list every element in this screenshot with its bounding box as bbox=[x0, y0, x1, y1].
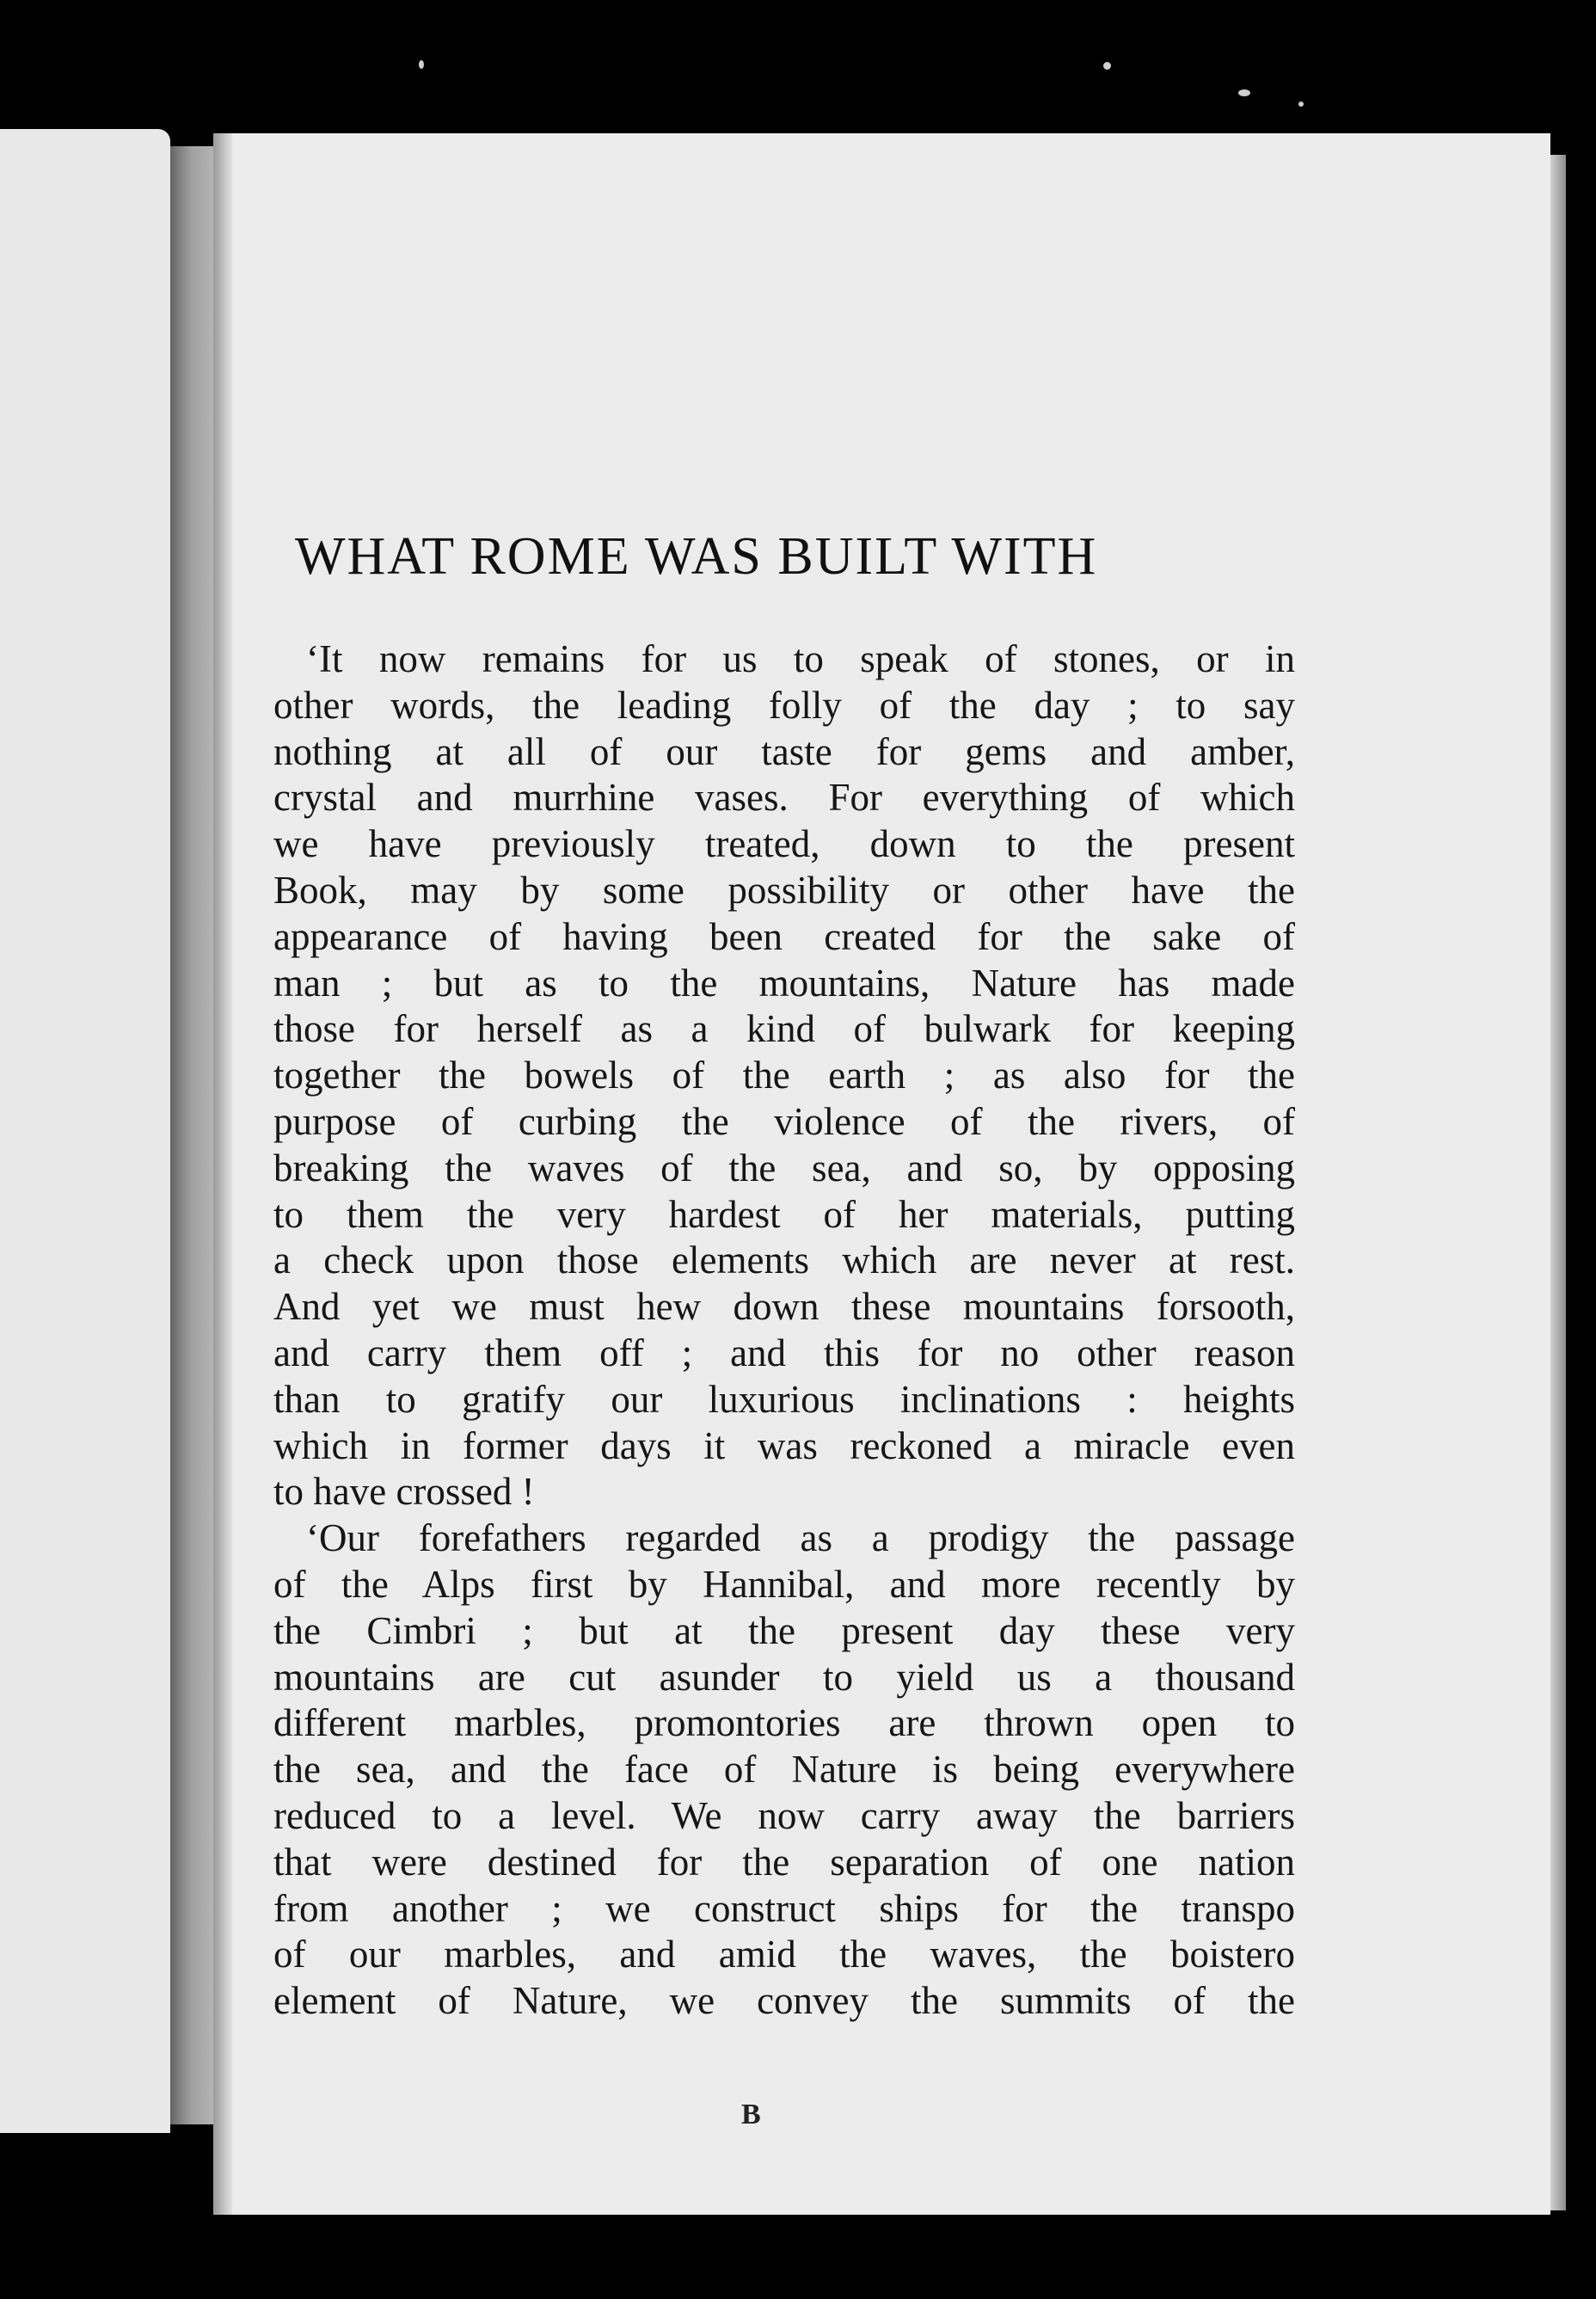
text-line: nothing at all of our taste for gems and amber, bbox=[273, 729, 1295, 773]
text-line: the Cimbri ; but at the present day these very bbox=[273, 1608, 1295, 1652]
text-line: to have crossed ! bbox=[273, 1470, 535, 1514]
text-line: crystal and murrhine vases. For everything of which bbox=[273, 776, 1295, 820]
text-line: breaking the waves of the sea, and so, by opposing bbox=[273, 1146, 1295, 1189]
text-line: to them the very hardest of her materials, putting bbox=[273, 1192, 1295, 1236]
dust-speck bbox=[1298, 101, 1304, 107]
text-line: than to gratify our luxurious inclinations : heights bbox=[273, 1377, 1295, 1421]
text-line: of our marbles, and amid the waves, the boistero bbox=[273, 1933, 1295, 1976]
paragraph-2 bbox=[273, 1515, 1295, 2025]
text-line: mountains are cut asunder to yield us a thousand bbox=[273, 1655, 1295, 1699]
text-line: reduced to a level. We now carry away the barriers bbox=[273, 1793, 1295, 1837]
signature-mark: B bbox=[741, 2099, 761, 2130]
text-line: those for herself as a kind of bulwark for keeping bbox=[273, 1007, 1295, 1051]
text-line: together the bowels of the earth ; as also for the bbox=[273, 1054, 1295, 1097]
text-line: from another ; we construct ships for the transpo bbox=[273, 1886, 1295, 1930]
text-line: the sea, and the face of Nature is being everywhere bbox=[273, 1748, 1295, 1792]
chapter-title: WHAT ROME WAS BUILT WITH bbox=[295, 527, 1098, 586]
text-line: different marbles, promontories are thrown open to bbox=[273, 1701, 1295, 1745]
text-line: of the Alps first by Hannibal, and more recently by bbox=[273, 1562, 1295, 1606]
left-page-edge bbox=[0, 129, 170, 2133]
dust-speck bbox=[1103, 62, 1111, 70]
dust-speck bbox=[1238, 89, 1250, 96]
text-line: that were destined for the separation of one nation bbox=[273, 1840, 1295, 1884]
text-line: and carry them off ; and this for no other reason bbox=[273, 1331, 1295, 1374]
text-line: Book, may by some possibility or other have the bbox=[273, 868, 1295, 912]
right-page-edge bbox=[1550, 155, 1566, 2210]
text-line: element of Nature, we convey the summits of the bbox=[273, 1979, 1295, 2023]
text-line: purpose of curbing the violence of the rivers, of bbox=[273, 1099, 1295, 1143]
text-line: And yet we must hew down these mountains forsooth, bbox=[273, 1285, 1295, 1329]
text-line: ‘Our forefathers regarded as a prodigy the passage bbox=[306, 1516, 1295, 1560]
text-line: appearance of having been created for the sake of bbox=[273, 914, 1295, 958]
text-line: man ; but as to the mountains, Nature has made bbox=[273, 961, 1295, 1005]
text-line: a check upon those elements which are never at rest. bbox=[273, 1239, 1295, 1282]
text-line: we have previously treated, down to the present bbox=[273, 822, 1295, 866]
text-line: other words, the leading folly of the day ; to say bbox=[273, 683, 1295, 727]
page-gutter-shadow bbox=[213, 133, 232, 2215]
dust-speck bbox=[419, 60, 424, 69]
paragraph-1 bbox=[273, 636, 1295, 1515]
text-line: which in former days it was reckoned a miracle even bbox=[273, 1423, 1295, 1467]
text-line: ‘It now remains for us to speak of stones, or in bbox=[306, 637, 1295, 680]
body-text bbox=[273, 636, 1295, 2025]
